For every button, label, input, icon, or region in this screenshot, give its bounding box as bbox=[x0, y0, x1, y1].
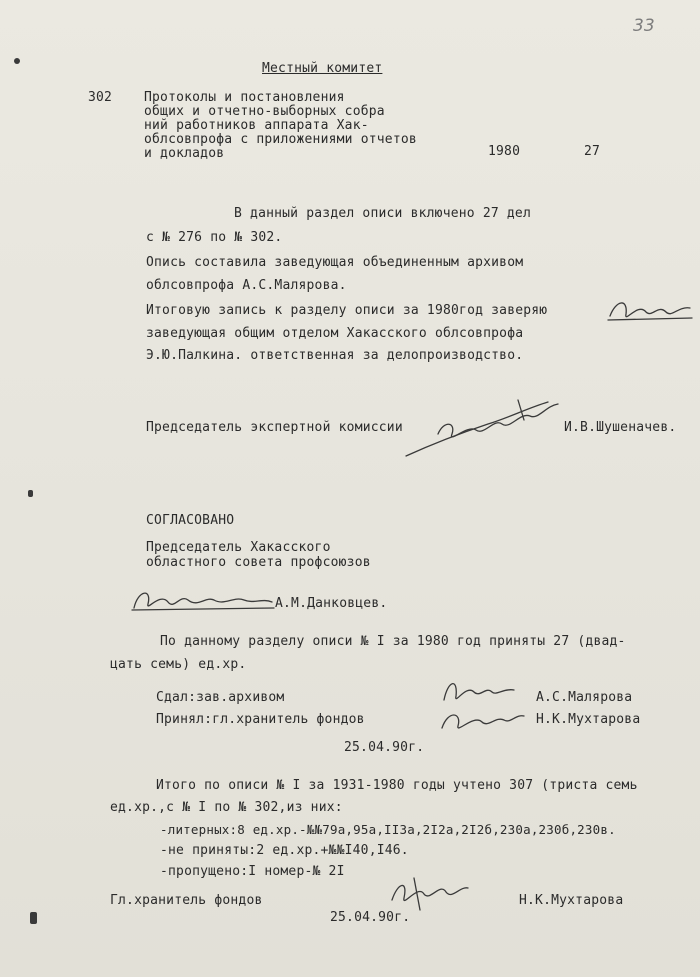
entry-line-2: общих и отчетно-выборных собра bbox=[144, 104, 385, 119]
certify-line-1: Итоговую запись к разделу описи за 1980год заверяю bbox=[146, 303, 548, 318]
totals-line-1: Итого по описи № I за 1931-1980 годы учтено 307 (триста семь bbox=[156, 778, 638, 793]
entry-year: 1980 bbox=[488, 144, 521, 159]
commission-signature bbox=[398, 394, 568, 472]
approval-line-1: Председатель Хакасского bbox=[146, 540, 331, 555]
totals-line-4: -не приняты:2 ед.хр.+№№I40,I46. bbox=[160, 843, 409, 858]
binding-hole-mark bbox=[14, 58, 20, 64]
entry-number: 302 bbox=[88, 90, 113, 105]
approval-line-2: областного совета профсоюзов bbox=[146, 555, 371, 570]
handover-took-name: Н.К.Мухтарова bbox=[536, 712, 641, 727]
entry-count: 27 bbox=[584, 144, 601, 159]
handover-gave-name: А.С.Малярова bbox=[536, 690, 633, 705]
binding-hole-mark bbox=[30, 912, 37, 924]
compiled-line-2: облсовпрофа А.С.Малярова. bbox=[146, 278, 347, 293]
included-line-1: В данный раздел описи включено 27 дел bbox=[234, 206, 531, 221]
entry-line-5: и докладов bbox=[144, 146, 225, 161]
page-number: 33 bbox=[633, 16, 655, 36]
dankovtsev-signature bbox=[128, 582, 276, 616]
entry-line-3: ний работников аппарата Хак- bbox=[144, 118, 369, 133]
entry-line-1: Протоколы и постановления bbox=[144, 90, 345, 105]
totals-line-3: -литерных:8 ед.хр.-№№79а,95а,II3а,2I2а,2I2б,230а,230б,230в. bbox=[160, 822, 616, 837]
entry-line-4: облсовпрофа с приложениями отчетов bbox=[144, 132, 417, 147]
compiled-line-1: Опись составила заведующая объединенным архивом bbox=[146, 255, 524, 270]
final-date: 25.04.90г. bbox=[330, 910, 411, 925]
handover-took-label: Принял:гл.хранитель фондов bbox=[156, 712, 365, 727]
totals-line-2: ед.хр.,с № I по № 302,из них: bbox=[110, 800, 343, 815]
approval-name: А.М.Данковцев. bbox=[275, 596, 388, 611]
commission-name: И.В.Шушеначев. bbox=[564, 420, 677, 435]
final-label: Гл.хранитель фондов bbox=[110, 893, 263, 908]
certify-line-2: заведующая общим отделом Хакасского облсовпрофа bbox=[146, 326, 524, 341]
final-name: Н.К.Мухтарова bbox=[519, 893, 624, 908]
accepted-line-2: цать семь) ед.хр. bbox=[110, 657, 247, 672]
approval-heading: СОГЛАСОВАНО bbox=[146, 513, 235, 528]
commission-label: Председатель экспертной комиссии bbox=[146, 420, 403, 435]
palkina-signature bbox=[604, 294, 696, 328]
handover-date: 25.04.90г. bbox=[344, 740, 425, 755]
section-title: Местный комитет bbox=[262, 61, 383, 76]
handover-gave-label: Сдал:зав.архивом bbox=[156, 690, 285, 705]
included-line-2: с № 276 по № 302. bbox=[146, 230, 283, 245]
accepted-line-1: По данному разделу описи № I за 1980 год приняты 27 (двад- bbox=[160, 634, 626, 649]
totals-line-5: -пропущено:I номер-№ 2I bbox=[160, 864, 345, 879]
certify-line-3: Э.Ю.Палкина. ответственная за делопроизводство. bbox=[146, 348, 524, 363]
handover-signatures bbox=[434, 670, 530, 740]
binding-hole-mark bbox=[28, 490, 33, 497]
